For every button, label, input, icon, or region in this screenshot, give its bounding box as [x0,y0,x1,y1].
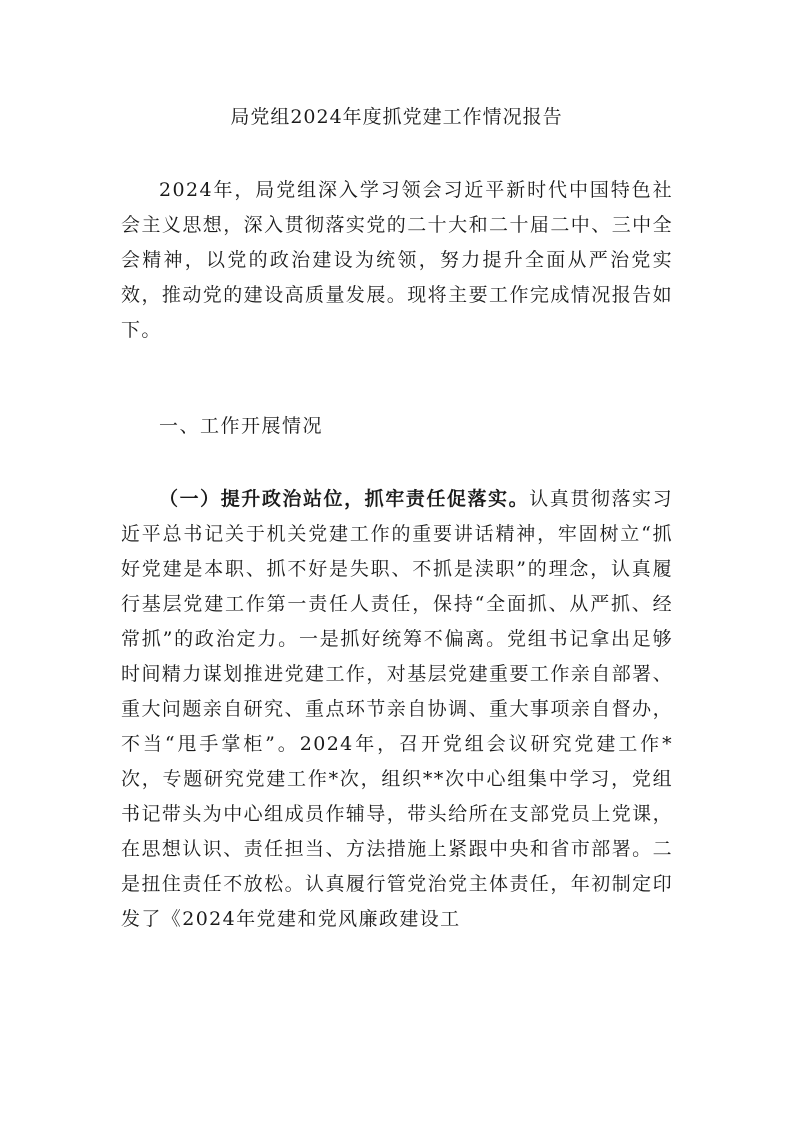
document-title: 局党组2024年度抓党建工作情况报告 [230,106,563,128]
subsection-body: 认真贯彻落实习近平总书记关于机关党建工作的重要讲话精神，牢固树立“抓好党建是本职、抓不好是失职、不抓是渎职”的理念，认真履行基层党建工作第一责任人责任，保持“全面抓、从严抓、经常抓”的政治定力。一是抓好统筹不偏离。党组书记拿出足够时间精力谋划推进党建工作，对基层党建重要工作亲自部署、重大问题亲自研究、重点环节亲自协调、重大事项亲自督办，不当“甩手掌柜”。2024年，召开党组会议研究党建工作*次，专题研究党建工作*次，组织**次中心组集中学习，党组书记带头为中心组成员作辅导，带头给所在支部党员上党课，在思想认识、责任担当、方法措施上紧跟中央和省市部署。二是扭住责任不放松。认真履行管党治党主体责任，年初制定印发了《2024年党建和党风廉政建设工 [121,488,673,930]
subsection-paragraph [121,482,673,937]
subsection-lead: （一）提升政治站位，抓牢责任促落实。 [159,488,530,510]
intro-paragraph: 2024年，局党组深入学习领会习近平新时代中国特色社会主义思想，深入贯彻落实党的二十大和二十届二中、三中全会精神，以党的政治建设为统领，努力提升全面从严治党实效，推动党的建设高质量发展。现将主要工作完成情况报告如下。 [121,179,673,341]
section-heading: 一、工作开展情况 [159,415,324,437]
